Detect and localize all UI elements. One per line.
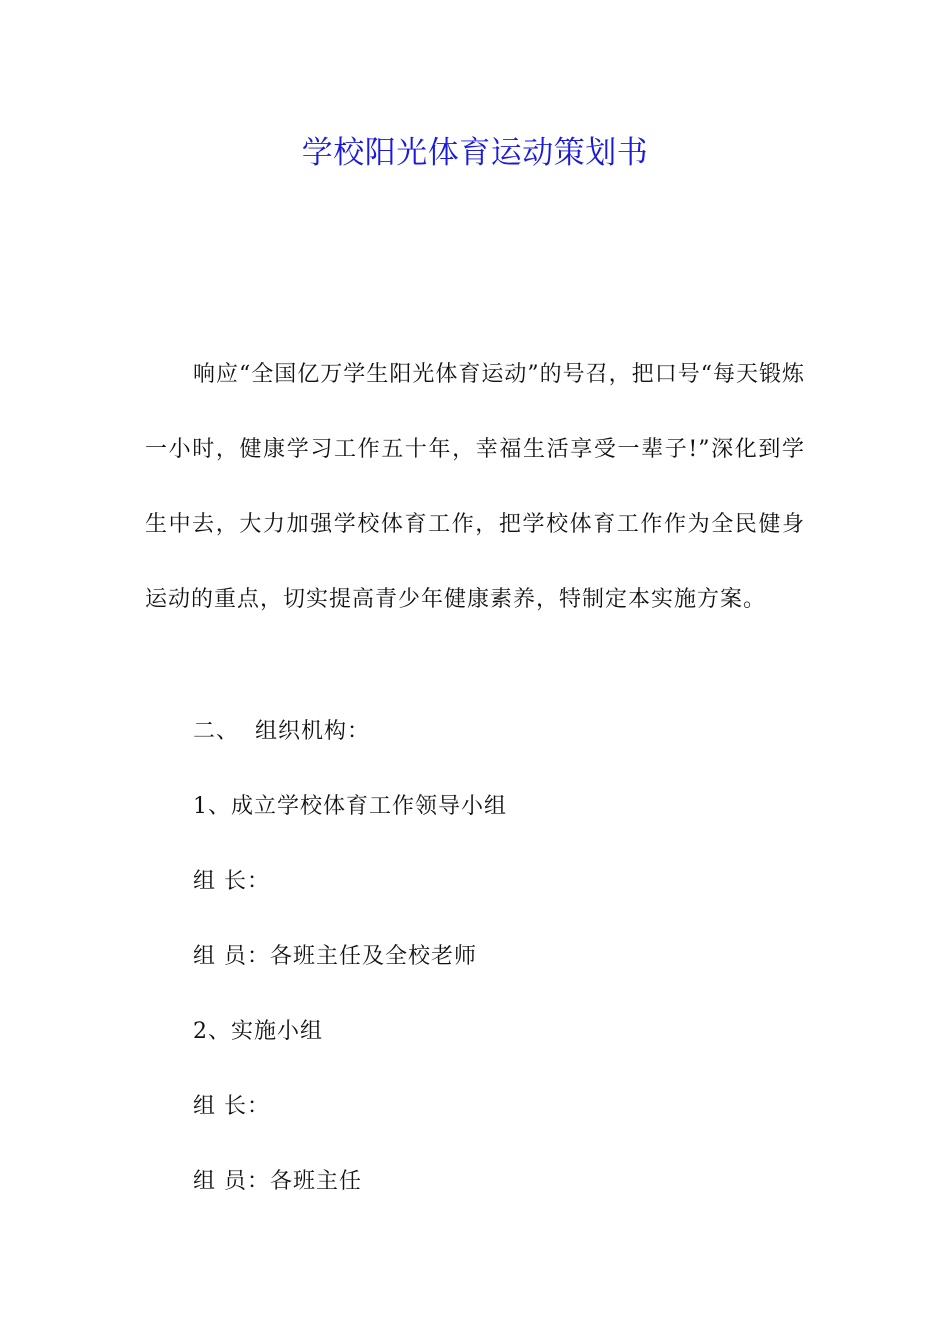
group1-leader-line: 组 长： xyxy=(193,869,270,894)
group2-members-line: 组 员：各班主任 xyxy=(193,1169,362,1194)
document-title: 学校阳光体育运动策划书 xyxy=(301,135,649,171)
section-heading-organization: 二、 组织机构： xyxy=(193,719,370,744)
group1-heading: 1、成立学校体育工作领导小组 xyxy=(193,794,507,819)
group2-heading: 2、实施小组 xyxy=(193,1019,323,1044)
group2-leader-line: 组 长： xyxy=(193,1094,270,1119)
group1-members-line: 组 员：各班主任及全校老师 xyxy=(193,944,477,969)
intro-paragraph: 响应“全国亿万学生阳光体育运动”的号召，把口号“每天锻炼一小时，健康学习工作五十年，幸福生活享受一辈子!”深化到学生中去，大力加强学校体育工作，把学校体育工作作为全民健身运动的重点，切实提高青少年健康素养，特制定本实施方案。 xyxy=(145,362,805,612)
